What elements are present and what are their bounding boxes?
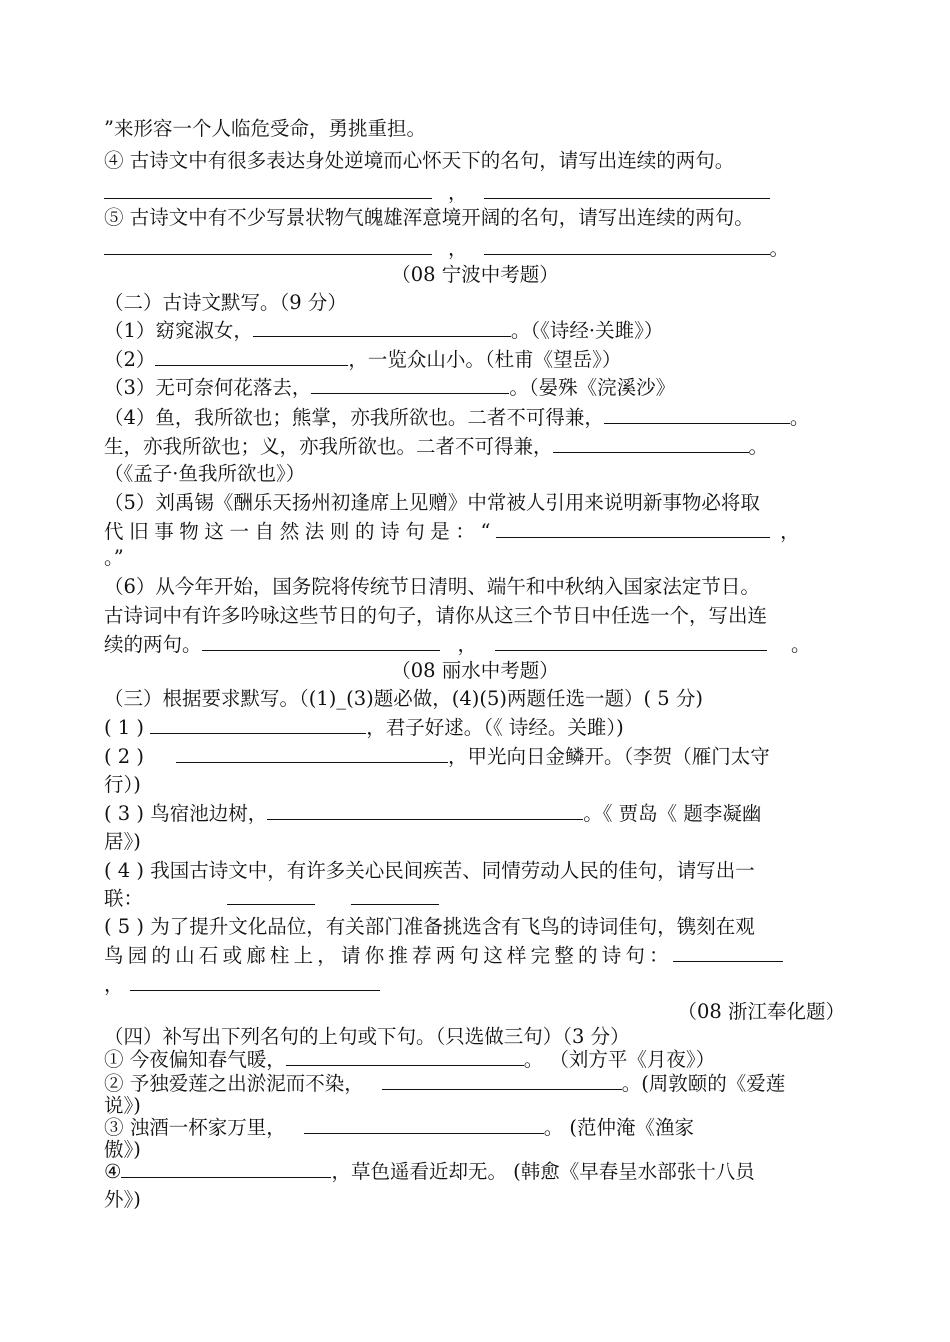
answer-blank[interactable] [553,434,749,453]
answer-blank[interactable] [382,1071,622,1090]
answer-blank[interactable] [484,236,770,255]
answer-blank[interactable] [351,886,439,905]
answer-line: ， [104,972,380,998]
answer-blank[interactable] [202,632,440,651]
text-line: ( 4 ) 我国古诗文中，有许多关心民间疾苦、同情劳动人民的佳句，请写出一 [104,859,755,882]
text-line: （2） ，一览众山小。（杜甫《望岳》） [104,348,622,371]
text-line: 联： [104,886,439,912]
text-line: 居》) [104,830,141,853]
source-label: （08 宁波中考题） [391,263,559,286]
text-line: ( 3 ) 鸟宿池边树， 。《 贾岛《 题李凝幽 [104,802,762,825]
text-line: 代旧事物这一自然法则的诗句是：“ ， [104,520,800,543]
text-line: 外》) [104,1188,141,1211]
text-line: ④ 古诗文中有很多表达身处逆境而心怀天下的名句，请写出连续的两句。 [104,149,735,172]
text-line: ① 今夜偏知春气暖， 。 （刘方平《月夜》） [104,1048,716,1071]
answer-blank[interactable] [286,1047,524,1066]
text-line: ③ 浊酒一杯家万里， 。 (范仲淹《渔家 [104,1116,695,1139]
answer-blank[interactable] [304,1115,544,1134]
answer-blank[interactable] [121,1159,331,1178]
answer-blank[interactable] [267,801,583,820]
answer-blank[interactable] [311,375,509,394]
text-line: 傲》) [104,1138,141,1161]
answer-blank[interactable] [604,405,790,424]
text-line: （3）无可奈何花落去， 。（晏殊《浣溪沙》 [104,376,676,399]
text-line: 行）) [104,773,141,796]
text-line: （《孟子·鱼我所欲也》） [104,462,306,485]
text-line: 续的两句。 ， 。 [104,633,811,656]
text-line: ② 予独爱莲之出淤泥而不染， 。(周敦颐的《爱莲 [104,1072,786,1095]
answer-blank[interactable] [104,180,432,199]
section-heading: （四）补写出下列名句的上句或下句。（只选做三句）（3 分） [104,1025,630,1048]
text-line: （5）刘禹锡《酬乐天扬州初逢席上见赠》中常被人引用来说明新事物必将取 [104,491,760,514]
source-label: （08 浙江奉化题） [677,1000,845,1023]
answer-blank[interactable] [673,943,783,962]
answer-blank[interactable] [227,886,315,905]
answer-blank[interactable] [495,632,767,651]
answer-blank[interactable] [104,236,432,255]
answer-blank[interactable] [484,180,770,199]
text-line: 古诗词中有许多吟咏这些节日的句子，请你从这三个节日中任选一个，写出连 [104,604,768,627]
answer-blank[interactable] [176,744,448,763]
text-line: （6）从今年开始，国务院将传统节日清明、端午和中秋纳入国家法定节日。 [104,575,760,598]
answer-blank[interactable] [253,318,511,337]
answer-line: ， 。 [104,236,789,262]
text-line: 说》) [104,1094,141,1117]
text-line: 生，亦我所欲也；义，亦我所欲也。二者不可得兼， 。 [104,435,769,458]
text-line: （4）鱼，我所欲也；熊掌，亦我所欲也。二者不可得兼， 。 [104,406,810,429]
answer-blank[interactable] [130,972,380,991]
text-line: ( 5 ) 为了提升文化品位，有关部门准备挑选含有飞鸟的诗词佳句，镌刻在观 [104,915,755,938]
text-line: ”来形容一个人临危受命，勇挑重担。 [104,117,426,140]
text-line: ( 1 ) ，君子好逑。（《 诗经。关雎）) [104,716,624,739]
section-heading: （二）古诗文默写。（9 分） [104,291,347,314]
source-label: （08 丽水中考题） [391,659,559,682]
text-line: ④ ，草色遥看近却无。 (韩愈《早春呈水部张十八员 [104,1160,755,1183]
answer-line: ， [104,180,770,206]
text-line: 。” [104,546,124,569]
answer-blank[interactable] [155,347,348,366]
section-heading: （三）根据要求默写。（(1)_(3)题必做，(4)(5)两题任选一题）( 5 分) [104,687,704,710]
text-line: ( 2 ) ，甲光向日金鳞开。（李贺（雁门太守 [104,745,770,768]
answer-blank[interactable] [496,519,770,538]
text-line: （1）窈窕淑女， 。（《诗经·关雎》） [104,319,664,342]
answer-blank[interactable] [150,715,366,734]
text-line: ⑤ 古诗文中有不少写景状物气魄雄浑意境开阔的名句，请写出连续的两句。 [104,206,754,229]
text-line: 鸟园的山石或廊柱上，请你推荐两句这样完整的诗句： [104,943,783,969]
